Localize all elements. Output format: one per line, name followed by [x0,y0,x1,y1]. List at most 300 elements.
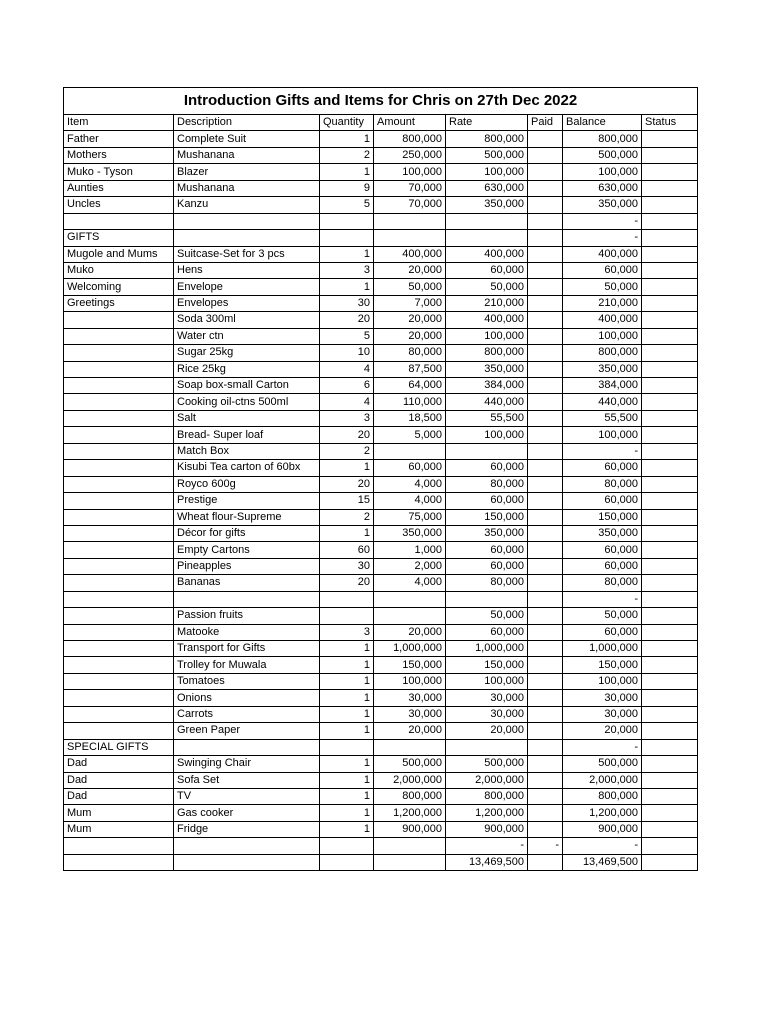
description-cell[interactable]: Green Paper [174,723,320,739]
rate-cell[interactable]: 100,000 [446,328,528,344]
status-cell[interactable] [642,641,698,657]
description-cell[interactable] [174,213,320,229]
quantity-cell[interactable]: 3 [320,410,374,426]
paid-cell[interactable] [528,558,563,574]
paid-cell[interactable] [528,657,563,673]
paid-cell[interactable] [528,279,563,295]
description-cell[interactable]: Kisubi Tea carton of 60bx [174,460,320,476]
item-cell[interactable]: Aunties [64,180,174,196]
description-cell[interactable]: Onions [174,690,320,706]
amount-cell[interactable] [374,213,446,229]
status-cell[interactable] [642,838,698,854]
quantity-cell[interactable]: 3 [320,624,374,640]
rate-cell[interactable]: 350,000 [446,197,528,213]
rate-cell[interactable]: 500,000 [446,147,528,163]
balance-cell[interactable]: 350,000 [563,361,642,377]
item-cell[interactable] [64,410,174,426]
quantity-cell[interactable]: 10 [320,345,374,361]
balance-cell[interactable]: 55,500 [563,410,642,426]
description-cell[interactable]: Passion fruits [174,608,320,624]
balance-cell[interactable]: 1,200,000 [563,805,642,821]
paid-cell[interactable] [528,180,563,196]
rate-cell[interactable]: 60,000 [446,624,528,640]
description-cell[interactable]: Fridge [174,821,320,837]
paid-cell[interactable] [528,673,563,689]
quantity-cell[interactable]: 3 [320,262,374,278]
paid-cell[interactable] [528,788,563,804]
status-cell[interactable] [642,624,698,640]
balance-cell[interactable]: - [563,739,642,755]
amount-cell[interactable]: 20,000 [374,723,446,739]
paid-cell[interactable] [528,312,563,328]
rate-cell[interactable]: 900,000 [446,821,528,837]
description-cell[interactable] [174,591,320,607]
amount-cell[interactable] [374,838,446,854]
paid-cell[interactable] [528,575,563,591]
column-header-paid[interactable]: Paid [528,115,563,131]
amount-cell[interactable]: 2,000,000 [374,772,446,788]
balance-cell[interactable]: 440,000 [563,394,642,410]
status-cell[interactable] [642,821,698,837]
rate-cell[interactable]: 800,000 [446,345,528,361]
totals-paid-cell[interactable] [528,854,563,870]
balance-cell[interactable]: 50,000 [563,279,642,295]
quantity-cell[interactable]: 1 [320,788,374,804]
description-cell[interactable]: Mushanana [174,147,320,163]
item-cell[interactable]: Mugole and Mums [64,246,174,262]
amount-cell[interactable]: 20,000 [374,312,446,328]
balance-cell[interactable]: 60,000 [563,558,642,574]
paid-cell[interactable] [528,756,563,772]
item-cell[interactable] [64,591,174,607]
status-cell[interactable] [642,394,698,410]
amount-cell[interactable]: 60,000 [374,460,446,476]
item-cell[interactable] [64,361,174,377]
item-cell[interactable] [64,723,174,739]
amount-cell[interactable]: 1,000 [374,542,446,558]
quantity-cell[interactable]: 1 [320,525,374,541]
description-cell[interactable]: Pineapples [174,558,320,574]
balance-cell[interactable]: 20,000 [563,723,642,739]
amount-cell[interactable]: 1,200,000 [374,805,446,821]
status-cell[interactable] [642,246,698,262]
balance-cell[interactable]: 1,000,000 [563,641,642,657]
item-cell[interactable] [64,690,174,706]
rate-cell[interactable]: 50,000 [446,279,528,295]
amount-cell[interactable]: 2,000 [374,558,446,574]
item-cell[interactable]: Mum [64,821,174,837]
amount-cell[interactable]: 80,000 [374,345,446,361]
rate-cell[interactable]: 1,200,000 [446,805,528,821]
amount-cell[interactable]: 900,000 [374,821,446,837]
item-cell[interactable] [64,509,174,525]
quantity-cell[interactable] [320,591,374,607]
description-cell[interactable]: Carrots [174,706,320,722]
quantity-cell[interactable]: 20 [320,312,374,328]
quantity-cell[interactable]: 9 [320,180,374,196]
item-cell[interactable]: SPECIAL GIFTS [64,739,174,755]
rate-cell[interactable] [446,739,528,755]
paid-cell[interactable] [528,805,563,821]
status-cell[interactable] [642,509,698,525]
description-cell[interactable]: Salt [174,410,320,426]
amount-cell[interactable]: 150,000 [374,657,446,673]
amount-cell[interactable]: 75,000 [374,509,446,525]
paid-cell[interactable] [528,131,563,147]
item-cell[interactable] [64,345,174,361]
item-cell[interactable] [64,394,174,410]
amount-cell[interactable] [374,739,446,755]
quantity-cell[interactable]: 1 [320,673,374,689]
balance-cell[interactable]: 100,000 [563,164,642,180]
paid-cell[interactable] [528,147,563,163]
rate-cell[interactable]: 350,000 [446,361,528,377]
status-cell[interactable] [642,180,698,196]
status-cell[interactable] [642,805,698,821]
item-cell[interactable] [64,542,174,558]
balance-cell[interactable]: 500,000 [563,147,642,163]
paid-cell[interactable] [528,706,563,722]
amount-cell[interactable]: 4,000 [374,493,446,509]
status-cell[interactable] [642,361,698,377]
status-cell[interactable] [642,378,698,394]
paid-cell[interactable] [528,591,563,607]
totals-status-cell[interactable] [642,854,698,870]
rate-cell[interactable]: 2,000,000 [446,772,528,788]
description-cell[interactable]: Sofa Set [174,772,320,788]
status-cell[interactable] [642,673,698,689]
item-cell[interactable] [64,378,174,394]
rate-cell[interactable]: 1,000,000 [446,641,528,657]
rate-cell[interactable] [446,230,528,246]
paid-cell[interactable] [528,213,563,229]
paid-cell[interactable] [528,394,563,410]
item-cell[interactable] [64,443,174,459]
item-cell[interactable]: Greetings [64,295,174,311]
total-rate-cell[interactable]: 13,469,500 [446,854,528,870]
amount-cell[interactable] [374,443,446,459]
amount-cell[interactable]: 30,000 [374,706,446,722]
item-cell[interactable] [64,427,174,443]
paid-cell[interactable] [528,460,563,476]
amount-cell[interactable]: 800,000 [374,788,446,804]
quantity-cell[interactable]: 1 [320,131,374,147]
description-cell[interactable]: Royco 600g [174,476,320,492]
item-cell[interactable] [64,608,174,624]
rate-cell[interactable]: 800,000 [446,131,528,147]
paid-cell[interactable] [528,345,563,361]
column-header-quantity[interactable]: Quantity [320,115,374,131]
rate-cell[interactable]: 20,000 [446,723,528,739]
description-cell[interactable]: Blazer [174,164,320,180]
item-cell[interactable]: GIFTS [64,230,174,246]
amount-cell[interactable] [374,608,446,624]
amount-cell[interactable]: 100,000 [374,673,446,689]
description-cell[interactable]: Empty Cartons [174,542,320,558]
description-cell[interactable]: Sugar 25kg [174,345,320,361]
description-cell[interactable]: Tomatoes [174,673,320,689]
description-cell[interactable]: Matooke [174,624,320,640]
rate-cell[interactable]: 100,000 [446,673,528,689]
quantity-cell[interactable] [320,838,374,854]
balance-cell[interactable]: 60,000 [563,460,642,476]
amount-cell[interactable]: 70,000 [374,180,446,196]
paid-cell[interactable] [528,476,563,492]
paid-cell[interactable] [528,641,563,657]
amount-cell[interactable]: 30,000 [374,690,446,706]
status-cell[interactable] [642,542,698,558]
quantity-cell[interactable]: 4 [320,394,374,410]
balance-cell[interactable]: 100,000 [563,673,642,689]
description-cell[interactable]: Gas cooker [174,805,320,821]
quantity-cell[interactable]: 1 [320,805,374,821]
balance-cell[interactable]: 60,000 [563,542,642,558]
balance-cell[interactable]: 210,000 [563,295,642,311]
status-cell[interactable] [642,230,698,246]
rate-cell[interactable]: 210,000 [446,295,528,311]
amount-cell[interactable]: 70,000 [374,197,446,213]
status-cell[interactable] [642,608,698,624]
description-cell[interactable]: Wheat flour-Supreme [174,509,320,525]
rate-cell[interactable]: 60,000 [446,558,528,574]
item-cell[interactable] [64,328,174,344]
rate-cell[interactable]: 150,000 [446,509,528,525]
totals-amount-cell[interactable] [374,854,446,870]
status-cell[interactable] [642,213,698,229]
column-header-status[interactable]: Status [642,115,698,131]
amount-cell[interactable]: 64,000 [374,378,446,394]
balance-cell[interactable]: 100,000 [563,427,642,443]
quantity-cell[interactable]: 2 [320,509,374,525]
item-cell[interactable] [64,213,174,229]
status-cell[interactable] [642,706,698,722]
quantity-cell[interactable]: 2 [320,443,374,459]
status-cell[interactable] [642,443,698,459]
paid-cell[interactable] [528,443,563,459]
rate-cell[interactable]: 384,000 [446,378,528,394]
description-cell[interactable]: Swinging Chair [174,756,320,772]
description-cell[interactable]: Suitcase-Set for 3 pcs [174,246,320,262]
paid-cell[interactable] [528,739,563,755]
balance-cell[interactable]: 60,000 [563,624,642,640]
column-header-rate[interactable]: Rate [446,115,528,131]
balance-cell[interactable]: 60,000 [563,262,642,278]
item-cell[interactable] [64,493,174,509]
rate-cell[interactable]: 60,000 [446,542,528,558]
rate-cell[interactable]: 630,000 [446,180,528,196]
item-cell[interactable] [64,673,174,689]
rate-cell[interactable] [446,213,528,229]
quantity-cell[interactable] [320,739,374,755]
item-cell[interactable]: Uncles [64,197,174,213]
paid-cell[interactable] [528,378,563,394]
status-cell[interactable] [642,739,698,755]
quantity-cell[interactable]: 15 [320,493,374,509]
quantity-cell[interactable]: 1 [320,723,374,739]
item-cell[interactable]: Welcoming [64,279,174,295]
totals-item-cell[interactable] [64,854,174,870]
quantity-cell[interactable]: 1 [320,690,374,706]
item-cell[interactable]: Mothers [64,147,174,163]
quantity-cell[interactable]: 1 [320,246,374,262]
column-header-description[interactable]: Description [174,115,320,131]
status-cell[interactable] [642,772,698,788]
quantity-cell[interactable]: 1 [320,657,374,673]
item-cell[interactable] [64,312,174,328]
rate-cell[interactable]: 500,000 [446,756,528,772]
quantity-cell[interactable]: 2 [320,147,374,163]
description-cell[interactable]: Bread- Super loaf [174,427,320,443]
status-cell[interactable] [642,525,698,541]
paid-cell[interactable] [528,772,563,788]
paid-cell[interactable] [528,690,563,706]
paid-cell[interactable] [528,410,563,426]
quantity-cell[interactable]: 5 [320,197,374,213]
status-cell[interactable] [642,723,698,739]
amount-cell[interactable]: 87,500 [374,361,446,377]
quantity-cell[interactable]: 20 [320,427,374,443]
rate-cell[interactable]: 100,000 [446,164,528,180]
item-cell[interactable] [64,838,174,854]
description-cell[interactable]: Transport for Gifts [174,641,320,657]
amount-cell[interactable]: 800,000 [374,131,446,147]
description-cell[interactable]: Soda 300ml [174,312,320,328]
amount-cell[interactable] [374,591,446,607]
column-header-item[interactable]: Item [64,115,174,131]
item-cell[interactable] [64,706,174,722]
item-cell[interactable] [64,641,174,657]
balance-cell[interactable]: 150,000 [563,657,642,673]
amount-cell[interactable]: 4,000 [374,476,446,492]
item-cell[interactable]: Dad [64,772,174,788]
balance-cell[interactable]: 630,000 [563,180,642,196]
balance-cell[interactable]: 400,000 [563,246,642,262]
status-cell[interactable] [642,575,698,591]
balance-cell[interactable]: 80,000 [563,476,642,492]
rate-cell[interactable] [446,443,528,459]
amount-cell[interactable]: 100,000 [374,164,446,180]
quantity-cell[interactable]: 4 [320,361,374,377]
balance-cell[interactable]: - [563,230,642,246]
quantity-cell[interactable]: 1 [320,756,374,772]
amount-cell[interactable]: 400,000 [374,246,446,262]
paid-cell[interactable] [528,295,563,311]
description-cell[interactable]: Kanzu [174,197,320,213]
status-cell[interactable] [642,558,698,574]
status-cell[interactable] [642,657,698,673]
total-balance-cell[interactable]: 13,469,500 [563,854,642,870]
balance-cell[interactable]: 30,000 [563,690,642,706]
status-cell[interactable] [642,131,698,147]
description-cell[interactable]: Bananas [174,575,320,591]
amount-cell[interactable] [374,230,446,246]
quantity-cell[interactable]: 1 [320,641,374,657]
status-cell[interactable] [642,410,698,426]
item-cell[interactable]: Mum [64,805,174,821]
balance-cell[interactable]: 60,000 [563,493,642,509]
item-cell[interactable]: Dad [64,756,174,772]
balance-cell[interactable]: 80,000 [563,575,642,591]
amount-cell[interactable]: 20,000 [374,624,446,640]
paid-cell[interactable] [528,821,563,837]
item-cell[interactable] [64,657,174,673]
amount-cell[interactable]: 110,000 [374,394,446,410]
balance-cell[interactable]: 350,000 [563,525,642,541]
balance-cell[interactable]: 350,000 [563,197,642,213]
description-cell[interactable]: Envelope [174,279,320,295]
paid-cell[interactable] [528,361,563,377]
balance-cell[interactable]: 400,000 [563,312,642,328]
rate-cell[interactable] [446,591,528,607]
status-cell[interactable] [642,328,698,344]
description-cell[interactable]: Cooking oil-ctns 500ml [174,394,320,410]
rate-cell[interactable]: 350,000 [446,525,528,541]
paid-cell[interactable] [528,230,563,246]
quantity-cell[interactable]: 30 [320,295,374,311]
item-cell[interactable] [64,558,174,574]
paid-cell[interactable] [528,164,563,180]
quantity-cell[interactable]: 1 [320,821,374,837]
amount-cell[interactable]: 4,000 [374,575,446,591]
amount-cell[interactable]: 1,000,000 [374,641,446,657]
rate-cell[interactable]: 60,000 [446,460,528,476]
status-cell[interactable] [642,345,698,361]
balance-cell[interactable]: 500,000 [563,756,642,772]
status-cell[interactable] [642,756,698,772]
status-cell[interactable] [642,493,698,509]
description-cell[interactable] [174,739,320,755]
balance-cell[interactable]: 900,000 [563,821,642,837]
paid-cell[interactable] [528,197,563,213]
item-cell[interactable]: Muko [64,262,174,278]
item-cell[interactable] [64,624,174,640]
amount-cell[interactable]: 250,000 [374,147,446,163]
description-cell[interactable]: Soap box-small Carton [174,378,320,394]
balance-cell[interactable]: 800,000 [563,788,642,804]
description-cell[interactable]: Décor for gifts [174,525,320,541]
rate-cell[interactable]: 50,000 [446,608,528,624]
balance-cell[interactable]: - [563,213,642,229]
paid-cell[interactable] [528,427,563,443]
item-cell[interactable] [64,575,174,591]
balance-cell[interactable]: 150,000 [563,509,642,525]
description-cell[interactable]: Rice 25kg [174,361,320,377]
totals-quantity-cell[interactable] [320,854,374,870]
description-cell[interactable]: Prestige [174,493,320,509]
rate-cell[interactable]: 150,000 [446,657,528,673]
rate-cell[interactable]: 80,000 [446,476,528,492]
rate-cell[interactable]: 400,000 [446,246,528,262]
balance-cell[interactable]: 800,000 [563,345,642,361]
quantity-cell[interactable]: 20 [320,575,374,591]
amount-cell[interactable]: 50,000 [374,279,446,295]
paid-cell[interactable] [528,624,563,640]
amount-cell[interactable]: 7,000 [374,295,446,311]
amount-cell[interactable]: 20,000 [374,262,446,278]
quantity-cell[interactable]: 1 [320,460,374,476]
quantity-cell[interactable]: 5 [320,328,374,344]
balance-cell[interactable]: 384,000 [563,378,642,394]
rate-cell[interactable]: 60,000 [446,493,528,509]
quantity-cell[interactable] [320,608,374,624]
status-cell[interactable] [642,591,698,607]
description-cell[interactable]: Water ctn [174,328,320,344]
balance-cell[interactable]: 100,000 [563,328,642,344]
description-cell[interactable] [174,838,320,854]
description-cell[interactable]: Complete Suit [174,131,320,147]
description-cell[interactable]: Match Box [174,443,320,459]
description-cell[interactable]: Mushanana [174,180,320,196]
